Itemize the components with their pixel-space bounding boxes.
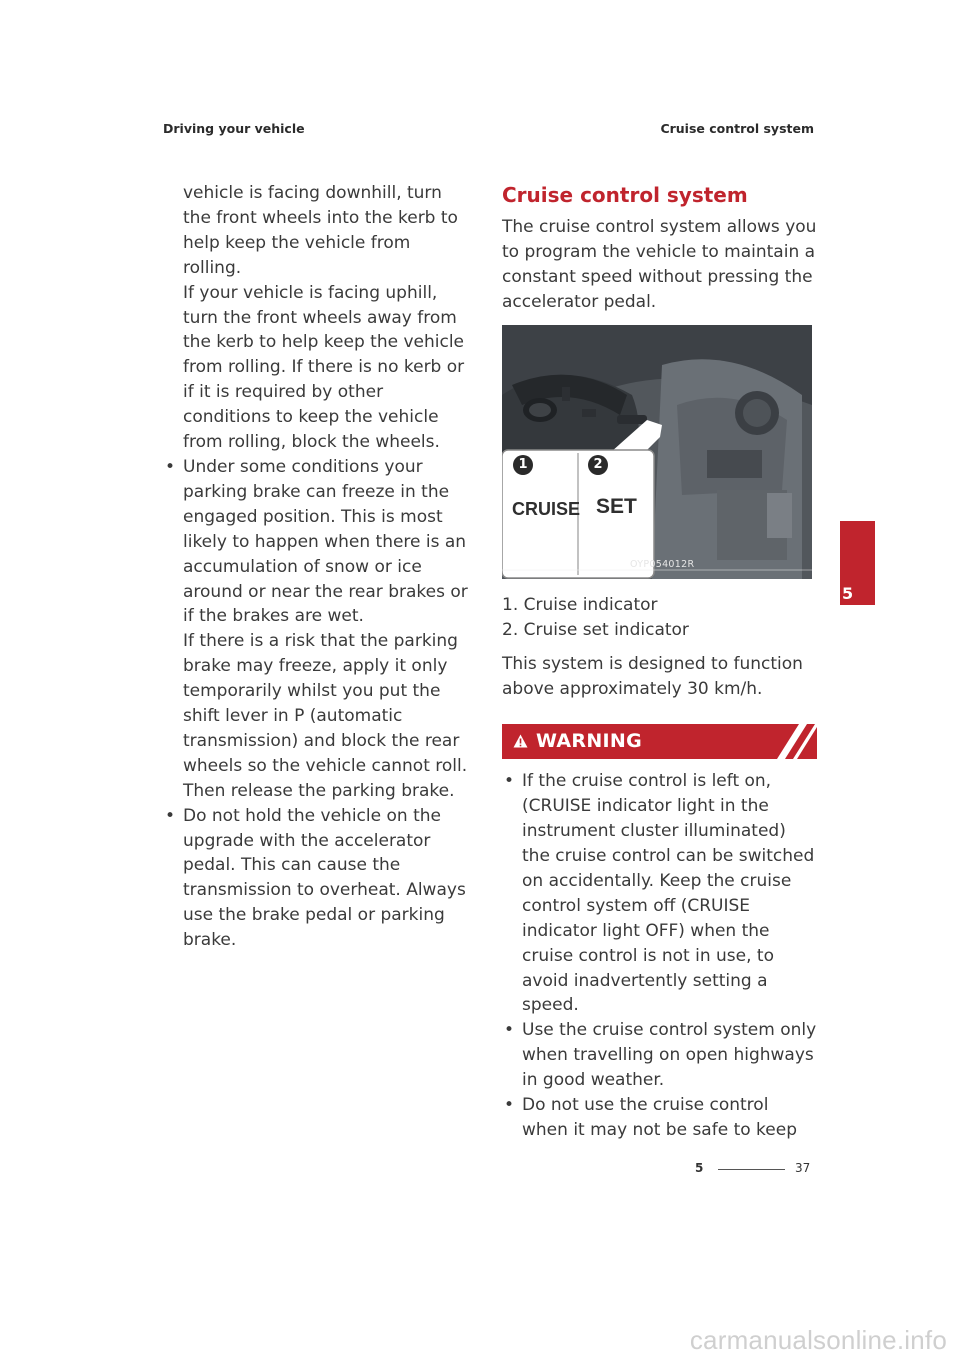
warning-banner <box>502 724 817 759</box>
warning-item <box>502 1093 817 1143</box>
left-column <box>163 181 473 953</box>
bullet-marker: • <box>504 1095 515 1116</box>
footer-divider <box>718 1169 785 1170</box>
list-item-text-continued: If there is a risk that the parking brake may freeze, apply it only temporarily whilst you put the shift lever in P (automatic transmission) and block the rear wheels so the vehicle cannot roll. Then release the parking brake. <box>183 631 468 801</box>
section-title: Cruise control system <box>502 183 748 207</box>
figure-code: OYP054012R <box>630 558 695 570</box>
running-header-section: Cruise control system <box>660 121 814 136</box>
bullet-marker: • <box>504 1020 515 1041</box>
callout-cruise-label: CRUISE <box>512 498 581 519</box>
continued-paragraph: vehicle is facing downhill, turn the front wheels into the kerb to help keep the vehicle from rolling. <box>183 183 458 278</box>
bullet-marker: • <box>165 805 176 826</box>
legend-item: 1. Cruise indicator <box>502 594 658 615</box>
warning-item <box>502 769 817 1018</box>
bullet-marker: • <box>165 456 176 477</box>
warning-item-text: Do not use the cruise control when it may not be safe to keep <box>522 1095 797 1140</box>
warning-triangle-icon <box>513 734 528 748</box>
speed-note: This system is designed to function above approximately 30 km/h. <box>502 654 803 700</box>
callout-2-marker: 2 <box>588 455 608 475</box>
intro-paragraph: The cruise control system allows you to program the vehicle to maintain a constant speed without pressing the accelerator pedal. <box>502 217 817 312</box>
warning-item-text: Use the cruise control system only when travelling on open highways in good weather. <box>522 1020 817 1091</box>
running-header-chapter: Driving your vehicle <box>163 121 305 136</box>
warning-item-text: If the cruise control is left on, (CRUISE indicator light in the instrument cluster illuminated) the cruise control can be switched on accidentally. Keep the cruise control system off (CRUISE indicator light OFF) when the cruise control is not in use, to avoid inadvertently setting a speed. <box>522 771 815 1016</box>
callout-1-marker: 1 <box>513 455 533 475</box>
list-item-text: Under some conditions your parking brake can freeze in the engaged position. This is most likely to happen when there is an accumulation of snow or ice around or near the rear brakes or if the brakes are wet. <box>183 456 468 627</box>
uphill-paragraph: If your vehicle is facing uphill, turn the front wheels away from the kerb to help keep the vehicle from rolling. If there is no kerb or if it is required by other conditions to keep the vehicle from rolling, block the wheels. <box>183 282 465 453</box>
legend-item: 2. Cruise set indicator <box>502 619 689 640</box>
watermark: carmanualsonline.info <box>689 1325 947 1355</box>
footer-section-number: 5 <box>695 1161 704 1175</box>
bullet-marker: • <box>504 771 515 792</box>
dashboard-figure <box>502 325 812 579</box>
list-item-upgrade <box>163 804 473 953</box>
list-item-freeze <box>163 455 473 804</box>
callout-set-label: SET <box>596 494 637 518</box>
warning-item <box>502 1018 817 1093</box>
chapter-tab-number: 5 <box>842 584 854 603</box>
list-item-text: Do not hold the vehicle on the upgrade with the accelerator pedal. This can cause the transmission to overheat. Always use the brake pedal or parking brake. <box>183 805 466 951</box>
warning-title: WARNING <box>536 730 643 753</box>
right-column <box>502 181 817 1143</box>
dashboard-illustration <box>502 325 812 579</box>
footer-page-number: 37 <box>795 1161 811 1175</box>
figure-legend <box>502 593 817 643</box>
warning-stripes-decoration <box>767 724 817 759</box>
